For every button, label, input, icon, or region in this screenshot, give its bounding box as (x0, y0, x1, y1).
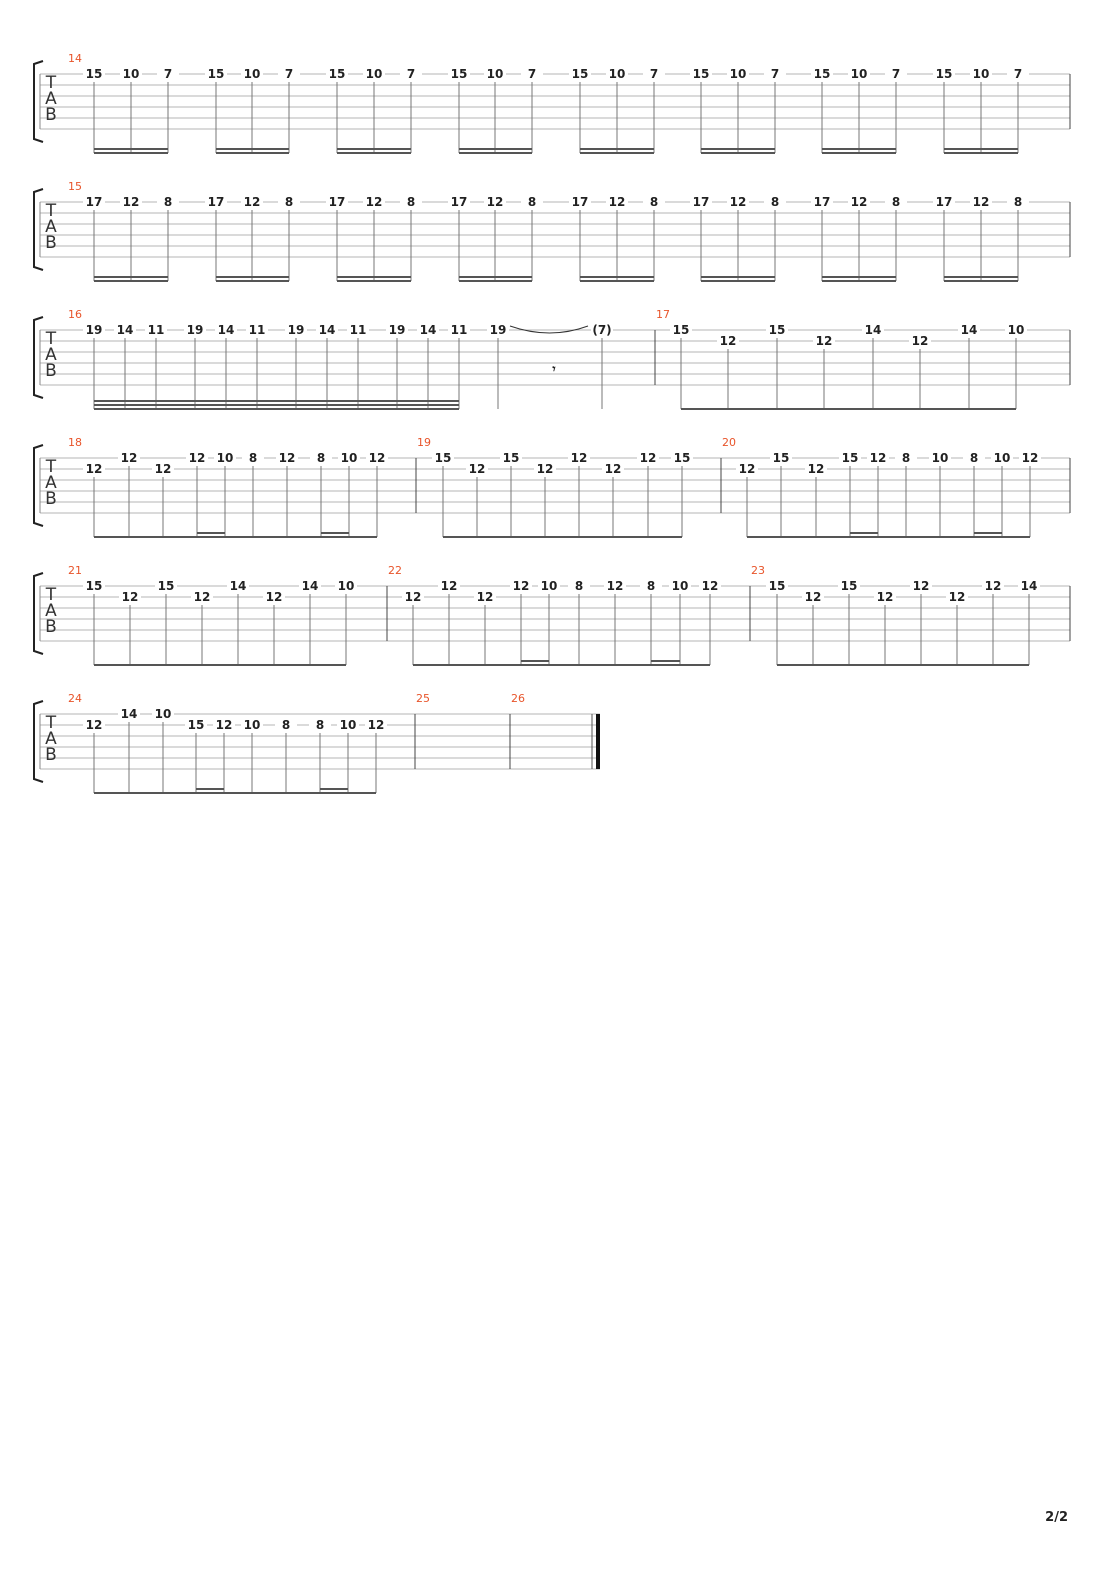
fret-number: 8 (163, 195, 173, 209)
fret-number: 12 (188, 451, 206, 465)
fret-number: 12 (1021, 451, 1039, 465)
fret-number: 7 (284, 67, 294, 81)
tab-clef-letter: B (45, 105, 57, 125)
fret-number: 12 (850, 195, 868, 209)
fret-number: 10 (931, 451, 949, 465)
fret-number: 14 (116, 323, 134, 337)
measure-number: 25 (416, 692, 430, 705)
fret-number: 12 (243, 195, 261, 209)
fret-number: 19 (489, 323, 507, 337)
fret-number: 12 (570, 451, 588, 465)
fret-number: 17 (450, 195, 468, 209)
fret-number: 10 (993, 451, 1011, 465)
fret-number: 12 (468, 462, 486, 476)
fret-number: 12 (265, 590, 283, 604)
fret-number: 15 (85, 67, 103, 81)
fret-number: 15 (692, 67, 710, 81)
fret-number: 12 (486, 195, 504, 209)
tab-clef-letter: A (45, 345, 57, 365)
fret-number: 15 (768, 323, 786, 337)
fret-number: 15 (157, 579, 175, 593)
system-bracket (34, 445, 43, 526)
fret-number: 12 (701, 579, 719, 593)
fret-number: 8 (316, 451, 326, 465)
fret-number: 12 (154, 462, 172, 476)
fret-number: 19 (388, 323, 406, 337)
fret-number: 15 (85, 579, 103, 593)
fret-number: 8 (770, 195, 780, 209)
fret-number: 15 (450, 67, 468, 81)
fret-number: 7 (649, 67, 659, 81)
tab-clef-letter: T (45, 329, 57, 349)
fret-number: 15 (571, 67, 589, 81)
fret-number: 15 (673, 451, 691, 465)
fret-number: 12 (876, 590, 894, 604)
measure-number: 18 (68, 436, 82, 449)
fret-number: 10 (486, 67, 504, 81)
fret-number: 17 (571, 195, 589, 209)
measure-number: 17 (656, 308, 670, 321)
fret-number: 15 (434, 451, 452, 465)
fret-number: 17 (85, 195, 103, 209)
system-bracket (34, 701, 43, 782)
fret-number: 7 (163, 67, 173, 81)
fret-number: 19 (186, 323, 204, 337)
fret-number: 12 (911, 334, 929, 348)
fret-number: 14 (960, 323, 978, 337)
measure-number: 19 (417, 436, 431, 449)
fret-number: 8 (315, 718, 325, 732)
fret-number: 14 (318, 323, 336, 337)
tab-clef-letter: T (45, 457, 57, 477)
fret-number: 10 (671, 579, 689, 593)
fret-number: (7) (592, 323, 612, 337)
tab-clef-letter: A (45, 473, 57, 493)
fret-number: 14 (301, 579, 319, 593)
fret-number: 8 (646, 579, 656, 593)
tab-clef-letter: A (45, 217, 57, 237)
fret-number: 12 (536, 462, 554, 476)
tab-clef-letter: A (45, 729, 57, 749)
fret-number: 12 (404, 590, 422, 604)
fret-number: 12 (512, 579, 530, 593)
fret-number: 14 (120, 707, 138, 721)
fret-number: 8 (891, 195, 901, 209)
fret-number: 14 (217, 323, 235, 337)
tab-clef-letter: B (45, 489, 57, 509)
fret-number: 15 (207, 67, 225, 81)
fret-number: 15 (841, 451, 859, 465)
fret-number: 10 (337, 579, 355, 593)
fret-number: 10 (216, 451, 234, 465)
tab-clef-letter: T (45, 201, 57, 221)
fret-number: 8 (969, 451, 979, 465)
fret-number: 8 (284, 195, 294, 209)
fret-number: 8 (248, 451, 258, 465)
fret-number: 8 (406, 195, 416, 209)
fret-number: 8 (901, 451, 911, 465)
eighth-rest: 𝄾 (552, 362, 556, 376)
fret-number: 10 (243, 718, 261, 732)
fret-number: 17 (692, 195, 710, 209)
fret-number: 8 (527, 195, 537, 209)
fret-number: 12 (729, 195, 747, 209)
tab-clef-letter: B (45, 233, 57, 253)
fret-number: 10 (540, 579, 558, 593)
fret-number: 12 (440, 579, 458, 593)
fret-number: 12 (804, 590, 822, 604)
fret-number: 11 (349, 323, 367, 337)
fret-number: 12 (639, 451, 657, 465)
fret-number: 12 (85, 462, 103, 476)
fret-number: 8 (574, 579, 584, 593)
fret-number: 12 (85, 718, 103, 732)
fret-number: 14 (1020, 579, 1038, 593)
fret-number: 15 (935, 67, 953, 81)
system-bracket (34, 317, 43, 398)
fret-number: 12 (278, 451, 296, 465)
fret-number: 15 (840, 579, 858, 593)
fret-number: 12 (719, 334, 737, 348)
system-bracket (34, 61, 43, 142)
fret-number: 12 (807, 462, 825, 476)
tab-clef-letter: A (45, 601, 57, 621)
fret-number: 15 (772, 451, 790, 465)
fret-number: 10 (608, 67, 626, 81)
fret-number: 12 (476, 590, 494, 604)
fret-number: 19 (85, 323, 103, 337)
fret-number: 12 (193, 590, 211, 604)
measure-number: 23 (751, 564, 765, 577)
fret-number: 10 (1007, 323, 1025, 337)
measure-number: 20 (722, 436, 736, 449)
fret-number: 7 (1013, 67, 1023, 81)
fret-number: 10 (365, 67, 383, 81)
fret-number: 12 (815, 334, 833, 348)
measure-number: 22 (388, 564, 402, 577)
fret-number: 17 (935, 195, 953, 209)
fret-number: 19 (287, 323, 305, 337)
tab-clef-letter: T (45, 713, 57, 733)
fret-number: 8 (281, 718, 291, 732)
fret-number: 17 (207, 195, 225, 209)
fret-number: 7 (891, 67, 901, 81)
fret-number: 12 (869, 451, 887, 465)
fret-number: 12 (948, 590, 966, 604)
tab-clef-letter: A (45, 89, 57, 109)
fret-number: 10 (729, 67, 747, 81)
fret-number: 12 (120, 451, 138, 465)
fret-number: 7 (770, 67, 780, 81)
fret-number: 14 (229, 579, 247, 593)
fret-number: 10 (850, 67, 868, 81)
fret-number: 7 (527, 67, 537, 81)
fret-number: 14 (864, 323, 882, 337)
fret-number: 12 (122, 195, 140, 209)
measure-number: 21 (68, 564, 82, 577)
fret-number: 12 (606, 579, 624, 593)
fret-number: 17 (328, 195, 346, 209)
tab-clef-letter: T (45, 585, 57, 605)
fret-number: 10 (339, 718, 357, 732)
fret-number: 12 (604, 462, 622, 476)
fret-number: 12 (608, 195, 626, 209)
page-number: 2/2 (1045, 1510, 1068, 1525)
fret-number: 15 (328, 67, 346, 81)
tab-clef-letter: B (45, 361, 57, 381)
measure-number: 16 (68, 308, 82, 321)
measure-number: 24 (68, 692, 82, 705)
fret-number: 8 (649, 195, 659, 209)
fret-number: 12 (972, 195, 990, 209)
system-bracket (34, 573, 43, 654)
fret-number: 11 (450, 323, 468, 337)
fret-number: 10 (243, 67, 261, 81)
fret-number: 12 (984, 579, 1002, 593)
fret-number: 12 (215, 718, 233, 732)
fret-number: 10 (972, 67, 990, 81)
measure-number: 26 (511, 692, 525, 705)
fret-number: 10 (340, 451, 358, 465)
fret-number: 15 (813, 67, 831, 81)
fret-number: 11 (248, 323, 266, 337)
fret-number: 10 (122, 67, 140, 81)
fret-number: 14 (419, 323, 437, 337)
tab-clef-letter: B (45, 617, 57, 637)
fret-number: 15 (502, 451, 520, 465)
system-bracket (34, 189, 43, 270)
fret-number: 12 (367, 718, 385, 732)
tab-clef-letter: T (45, 73, 57, 93)
fret-number: 12 (738, 462, 756, 476)
fret-number: 12 (912, 579, 930, 593)
tab-clef-letter: B (45, 745, 57, 765)
fret-number: 15 (672, 323, 690, 337)
measure-number: 14 (68, 52, 82, 65)
fret-number: 12 (365, 195, 383, 209)
fret-number: 15 (768, 579, 786, 593)
fret-number: 17 (813, 195, 831, 209)
fret-number: 8 (1013, 195, 1023, 209)
fret-number: 11 (147, 323, 165, 337)
fret-number: 12 (121, 590, 139, 604)
fret-number: 10 (154, 707, 172, 721)
measure-number: 15 (68, 180, 82, 193)
fret-number: 15 (187, 718, 205, 732)
fret-number: 12 (368, 451, 386, 465)
fret-number: 7 (406, 67, 416, 81)
